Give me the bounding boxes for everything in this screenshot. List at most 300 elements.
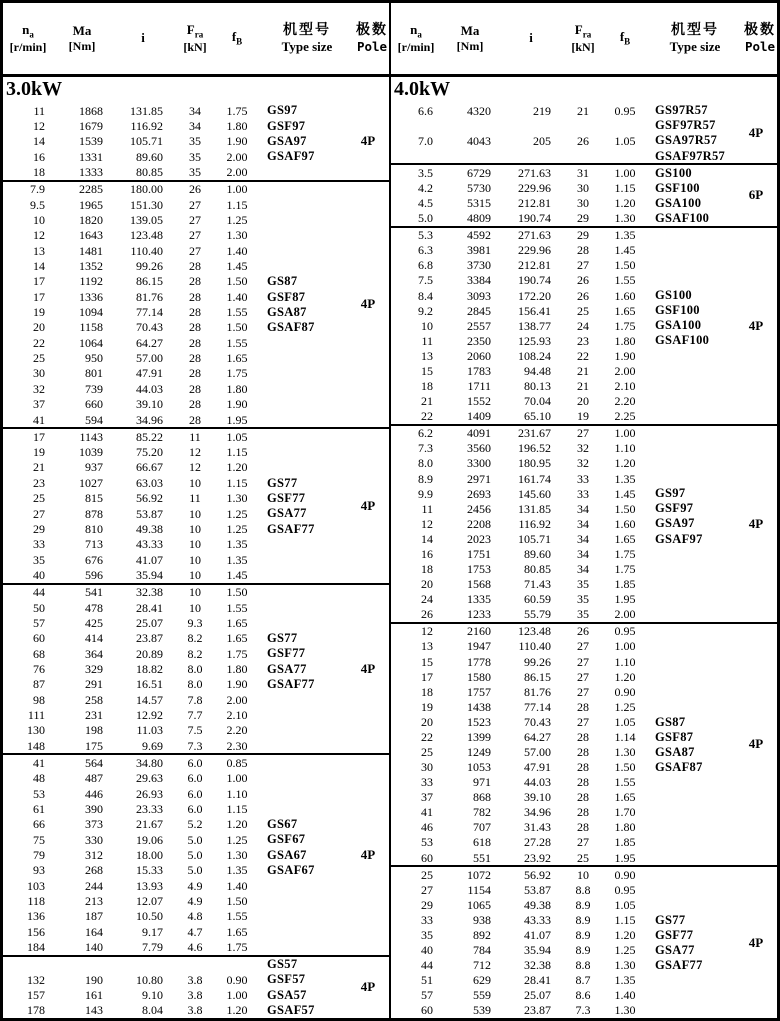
cell-na: 4.2 xyxy=(418,180,433,195)
cell-na: 136 xyxy=(27,909,45,924)
cell-i: 41.07 xyxy=(136,552,163,567)
cell-ma: 1064 xyxy=(79,335,103,350)
cell-na: 19 xyxy=(421,699,433,714)
cell-ma: 2350 xyxy=(467,333,491,348)
table-row xyxy=(391,958,777,973)
cell-na: 7.5 xyxy=(418,273,433,288)
cell-i: 161.74 xyxy=(518,471,551,486)
cell-fb: 1.20 xyxy=(226,1003,248,1018)
table-row xyxy=(3,755,389,770)
cell-fb: 1.35 xyxy=(614,973,636,988)
cell-i: 180.95 xyxy=(518,456,551,471)
cell-fra: 28 xyxy=(577,775,589,790)
cell-fra: 33 xyxy=(577,471,589,486)
cell-fra: 8.8 xyxy=(575,882,591,897)
cell-fb: 1.55 xyxy=(226,335,248,350)
cell-na: 16 xyxy=(33,149,45,164)
cell-ma: 1868 xyxy=(79,103,103,118)
cell-i: 139.05 xyxy=(130,213,163,228)
cell-i: 271.63 xyxy=(518,228,551,243)
table-row xyxy=(391,273,777,288)
cell-na: 30 xyxy=(421,760,433,775)
cell-na: 35 xyxy=(421,927,433,942)
cell-i: 43.33 xyxy=(136,537,163,552)
cell-na: 98 xyxy=(33,692,45,707)
table-row xyxy=(3,258,389,273)
cell-na: 25 xyxy=(421,867,433,882)
cell-i: 39.10 xyxy=(136,397,163,412)
cell-ma: 1065 xyxy=(467,897,491,912)
table-row xyxy=(391,639,777,654)
cell-i: 31.43 xyxy=(524,820,551,835)
column-header-na: $n_a$ [r/min] xyxy=(397,21,435,55)
cell-ma: 6729 xyxy=(467,165,491,180)
cell-i: 28.41 xyxy=(524,973,551,988)
cell-fra: 29 xyxy=(577,211,589,226)
cell-type: GSA97 xyxy=(655,516,695,531)
cell-na: 9.2 xyxy=(418,303,433,318)
cell-fb: 1.65 xyxy=(614,790,636,805)
cell-fb: 1.05 xyxy=(614,714,636,729)
cell-fra: 28 xyxy=(577,744,589,759)
table-row xyxy=(391,699,777,714)
cell-na: 17 xyxy=(421,669,433,684)
cell-fra: 34 xyxy=(577,561,589,576)
cell-fra: 26 xyxy=(577,624,589,639)
cell-i: 105.71 xyxy=(518,531,551,546)
cell-ma: 5315 xyxy=(467,196,491,211)
cell-ma: 2285 xyxy=(79,182,103,197)
cell-type: GSF100 xyxy=(655,180,700,195)
cell-fb: 1.65 xyxy=(614,531,636,546)
cell-fb: 1.25 xyxy=(226,521,248,536)
table-row xyxy=(391,943,777,958)
cell-fb: 1.65 xyxy=(226,631,248,646)
cell-type: GSAF87 xyxy=(655,759,703,774)
spec-block xyxy=(391,424,777,622)
cell-i: 57.00 xyxy=(136,351,163,366)
cell-na: 132 xyxy=(27,972,45,987)
cell-i: 145.60 xyxy=(518,486,551,501)
cell-na: 17 xyxy=(33,289,45,304)
cell-ma: 712 xyxy=(473,958,491,973)
cell-na: 8.0 xyxy=(418,456,433,471)
column-header-fb: $f_B$ xyxy=(619,29,631,47)
cell-i: 55.79 xyxy=(524,607,551,622)
cell-i: 271.63 xyxy=(518,165,551,180)
cell-type: GSAF100 xyxy=(655,333,710,348)
cell-i: 13.93 xyxy=(136,878,163,893)
table-row xyxy=(391,577,777,592)
cell-fra: 35 xyxy=(189,149,201,164)
cell-fra: 30 xyxy=(577,180,589,195)
cell-type: GS100 xyxy=(655,165,692,180)
cell-i: 110.40 xyxy=(518,639,551,654)
cell-na: 51 xyxy=(421,973,433,988)
table-row xyxy=(3,366,389,381)
cell-ma: 801 xyxy=(85,366,103,381)
cell-type: GSA87 xyxy=(655,744,695,759)
cell-fb: 1.40 xyxy=(614,988,636,1003)
pole-value: 4P xyxy=(360,296,376,312)
cell-na: 25 xyxy=(33,351,45,366)
cell-i: 70.43 xyxy=(524,714,551,729)
cell-type: GSA77 xyxy=(267,506,307,521)
cell-ma: 629 xyxy=(473,973,491,988)
spec-block xyxy=(391,622,777,865)
cell-type: GSA77 xyxy=(267,661,307,676)
table-row xyxy=(391,744,777,759)
cell-ma: 231 xyxy=(85,707,103,722)
cell-ma: 660 xyxy=(85,397,103,412)
cell-fb: 1.80 xyxy=(226,661,248,676)
cell-ma: 312 xyxy=(85,847,103,862)
table-row xyxy=(3,429,389,444)
pole-value: 4P xyxy=(748,736,764,752)
cell-i: 180.00 xyxy=(130,182,163,197)
table-row xyxy=(3,924,389,939)
cell-ma: 330 xyxy=(85,832,103,847)
cell-ma: 5730 xyxy=(467,180,491,195)
cell-na: 13 xyxy=(33,243,45,258)
cell-ma: 3093 xyxy=(467,288,491,303)
cell-fb: 1.20 xyxy=(614,927,636,942)
cell-fra: 27 xyxy=(189,243,201,258)
table-header xyxy=(391,3,777,77)
cell-na: 35 xyxy=(33,552,45,567)
cell-fb: 1.65 xyxy=(614,303,636,318)
cell-fra: 35 xyxy=(189,134,201,149)
table-row xyxy=(3,228,389,243)
cell-fra: 8.9 xyxy=(575,912,591,927)
cell-ma: 4809 xyxy=(467,211,491,226)
cell-ma: 1783 xyxy=(467,363,491,378)
cell-na: 17 xyxy=(33,274,45,289)
cell-na: 68 xyxy=(33,646,45,661)
cell-i: 94.48 xyxy=(524,363,551,378)
table-row xyxy=(3,585,389,600)
cell-fb: 1.90 xyxy=(226,677,248,692)
cell-na: 57 xyxy=(421,988,433,1003)
cell-i: 20.89 xyxy=(136,646,163,661)
cell-i: 53.87 xyxy=(524,882,551,897)
cell-fra: 6.0 xyxy=(187,755,203,770)
cell-fb: 2.10 xyxy=(226,707,248,722)
table-row xyxy=(391,912,777,927)
cell-na: 32 xyxy=(33,381,45,396)
table-row xyxy=(3,475,389,490)
table-row xyxy=(391,471,777,486)
table-row xyxy=(3,118,389,133)
cell-ma: 1539 xyxy=(79,134,103,149)
cell-fra: 28 xyxy=(189,351,201,366)
spec-block xyxy=(3,753,389,954)
cell-fra: 12 xyxy=(189,460,201,475)
cell-fb: 1.25 xyxy=(226,506,248,521)
table-row xyxy=(391,441,777,456)
table-row xyxy=(391,897,777,912)
column-header-i: i xyxy=(141,30,145,46)
cell-i: 123.48 xyxy=(518,624,551,639)
cell-i: 14.57 xyxy=(136,692,163,707)
cell-i: 35.94 xyxy=(524,943,551,958)
table-row xyxy=(3,677,389,692)
cell-fb: 1.35 xyxy=(226,863,248,878)
cell-na: 12 xyxy=(421,624,433,639)
cell-fb: 1.85 xyxy=(614,835,636,850)
cell-i: 23.87 xyxy=(136,631,163,646)
pole-value: 4P xyxy=(360,846,376,862)
cell-ma: 1233 xyxy=(467,607,491,622)
cell-i: 35.94 xyxy=(136,567,163,582)
cell-ma: 1757 xyxy=(467,684,491,699)
cell-na: 130 xyxy=(27,723,45,738)
cell-i: 23.92 xyxy=(524,850,551,865)
cell-fb: 1.25 xyxy=(226,213,248,228)
cell-fra: 8.7 xyxy=(575,973,591,988)
cell-fb: 0.95 xyxy=(614,103,636,118)
table-row xyxy=(391,486,777,501)
cell-na: 14 xyxy=(33,134,45,149)
cell-na: 11 xyxy=(33,103,45,118)
table-row xyxy=(391,195,777,210)
cell-i: 151.30 xyxy=(130,197,163,212)
cell-i: 9.10 xyxy=(142,988,163,1002)
cell-fra: 3.8 xyxy=(187,1003,203,1018)
cell-i: 156.41 xyxy=(518,303,551,318)
cell-fb: 1.80 xyxy=(226,119,248,134)
cell-fb: 1.05 xyxy=(614,897,636,912)
cell-na: 103 xyxy=(27,878,45,893)
cell-na: 157 xyxy=(27,988,45,1002)
cell-type: GSAF77 xyxy=(267,521,315,536)
cell-na: 20 xyxy=(421,577,433,592)
cell-na: 11 xyxy=(421,501,433,516)
cell-type: GSF77 xyxy=(655,927,694,942)
cell-ma: 1820 xyxy=(79,213,103,228)
cell-i: 205 xyxy=(533,133,551,148)
cell-i: 18.00 xyxy=(136,847,163,862)
cell-na: 13 xyxy=(421,348,433,363)
cell-na: 8.9 xyxy=(418,471,433,486)
cell-fra: 23 xyxy=(577,333,589,348)
cell-i: 27.28 xyxy=(524,835,551,850)
cell-i: 131.85 xyxy=(130,103,163,118)
cell-na: 5.3 xyxy=(418,228,433,243)
table-row xyxy=(391,426,777,441)
table-row xyxy=(3,103,389,118)
table-row xyxy=(391,654,777,669)
table-row xyxy=(3,957,389,972)
cell-na: 6.8 xyxy=(418,258,433,273)
cell-type: GSF97 xyxy=(655,501,694,516)
table-row xyxy=(391,973,777,988)
cell-ma: 596 xyxy=(85,567,103,582)
cell-ma: 446 xyxy=(85,786,103,801)
cell-i: 29.63 xyxy=(136,771,163,786)
table-row xyxy=(391,409,777,424)
cell-i: 70.43 xyxy=(136,320,163,335)
cell-na: 20 xyxy=(33,320,45,335)
cell-na: 40 xyxy=(421,943,433,958)
table-row xyxy=(391,805,777,820)
cell-ma: 1643 xyxy=(79,228,103,243)
cell-fra: 19 xyxy=(577,409,589,424)
cell-fra: 27 xyxy=(189,197,201,212)
table-row xyxy=(3,738,389,753)
cell-fra: 35 xyxy=(577,592,589,607)
cell-ma: 1481 xyxy=(79,243,103,258)
cell-ma: 551 xyxy=(473,850,491,865)
table-row xyxy=(391,882,777,897)
cell-fb: 1.35 xyxy=(226,537,248,552)
cell-na: 22 xyxy=(421,729,433,744)
cell-fb: 0.90 xyxy=(614,684,636,699)
cell-fra: 28 xyxy=(577,805,589,820)
cell-na: 48 xyxy=(33,771,45,786)
cell-fb: 1.10 xyxy=(614,654,636,669)
cell-na: 7.9 xyxy=(30,182,45,197)
cell-ma: 3730 xyxy=(467,258,491,273)
cell-fb: 1.80 xyxy=(614,820,636,835)
cell-na: 14 xyxy=(421,531,433,546)
cell-i: 105.71 xyxy=(130,134,163,149)
cell-fra: 27 xyxy=(189,213,201,228)
table-row xyxy=(391,516,777,531)
cell-na: 11 xyxy=(421,333,433,348)
cell-type: GS97 xyxy=(655,486,686,501)
cell-na: 7.0 xyxy=(418,133,433,148)
pole-value: 4P xyxy=(748,934,764,950)
spec-block xyxy=(3,955,389,1018)
table-row xyxy=(391,988,777,1003)
cell-fb: 2.20 xyxy=(614,394,636,409)
cell-ma: 187 xyxy=(85,909,103,924)
table-row xyxy=(391,363,777,378)
table-row xyxy=(391,348,777,363)
cell-fb: 1.15 xyxy=(226,801,248,816)
cell-na: 41 xyxy=(33,755,45,770)
cell-i: 12.07 xyxy=(136,894,163,908)
table-row xyxy=(391,103,777,118)
cell-ma: 1158 xyxy=(79,320,103,335)
table-row xyxy=(3,723,389,738)
spec-half-4kw xyxy=(389,3,777,1018)
table-row xyxy=(3,878,389,893)
cell-type: GSA100 xyxy=(655,318,702,333)
column-header-type-size: 机型号 Type size xyxy=(669,22,721,55)
table-row xyxy=(391,546,777,561)
cell-i: 21.67 xyxy=(136,817,163,832)
pole-value: 6P xyxy=(748,187,764,203)
cell-na: 111 xyxy=(27,707,45,722)
cell-type: GSA57 xyxy=(267,987,307,1002)
cell-na: 12 xyxy=(33,228,45,243)
cell-i: 39.10 xyxy=(524,790,551,805)
cell-fra: 8.0 xyxy=(187,661,203,676)
cell-i: 15.33 xyxy=(136,863,163,878)
cell-ma: 1331 xyxy=(79,149,103,164)
cell-fra: 8.2 xyxy=(187,631,203,646)
cell-i: 116.92 xyxy=(518,516,551,531)
table-row xyxy=(391,669,777,684)
cell-fb: 2.00 xyxy=(226,149,248,164)
cell-i: 49.38 xyxy=(136,521,163,536)
table-row xyxy=(391,684,777,699)
cell-na: 23 xyxy=(33,475,45,490)
cell-ma: 541 xyxy=(85,585,103,600)
cell-fra: 21 xyxy=(577,363,589,378)
cell-fb: 1.50 xyxy=(614,760,636,775)
table-row xyxy=(3,490,389,505)
cell-ma: 937 xyxy=(85,460,103,475)
table-row xyxy=(391,1003,777,1018)
cell-ma: 1778 xyxy=(467,654,491,669)
cell-ma: 1027 xyxy=(79,475,103,490)
cell-fb: 1.80 xyxy=(614,333,636,348)
cell-ma: 559 xyxy=(473,988,491,1003)
cell-na: 60 xyxy=(421,850,433,865)
cell-ma: 950 xyxy=(85,351,103,366)
table-row xyxy=(391,561,777,576)
table-row xyxy=(3,661,389,676)
cell-type: GS100 xyxy=(655,288,692,303)
cell-fra: 7.3 xyxy=(575,1003,591,1018)
cell-fb: 1.75 xyxy=(226,103,248,118)
cell-fb: 1.90 xyxy=(226,397,248,412)
cell-fra: 31 xyxy=(577,165,589,180)
cell-ma: 143 xyxy=(85,1003,103,1018)
cell-na: 18 xyxy=(421,561,433,576)
cell-fra: 34 xyxy=(577,546,589,561)
table-row xyxy=(391,790,777,805)
cell-fb: 2.00 xyxy=(226,165,248,180)
cell-ma: 3300 xyxy=(467,456,491,471)
cell-ma: 676 xyxy=(85,552,103,567)
table-row xyxy=(391,148,777,163)
cell-fra: 29 xyxy=(577,228,589,243)
cell-i: 49.38 xyxy=(524,897,551,912)
cell-fb: 1.50 xyxy=(226,274,248,289)
table-row xyxy=(391,180,777,195)
cell-fra: 7.3 xyxy=(187,738,203,753)
table-row xyxy=(3,817,389,832)
cell-type: GSF67 xyxy=(267,832,306,847)
cell-ma: 390 xyxy=(85,801,103,816)
cell-fb: 2.25 xyxy=(614,409,636,424)
cell-fra: 6.0 xyxy=(187,801,203,816)
cell-ma: 1249 xyxy=(467,744,491,759)
cell-ma: 782 xyxy=(473,805,491,820)
cell-i: 71.43 xyxy=(524,577,551,592)
cell-fb: 1.70 xyxy=(614,805,636,820)
cell-i: 34.80 xyxy=(136,755,163,770)
cell-ma: 1438 xyxy=(467,699,491,714)
cell-na: 18 xyxy=(421,684,433,699)
cell-ma: 2023 xyxy=(467,531,491,546)
cell-na: 148 xyxy=(27,738,45,753)
cell-na: 33 xyxy=(421,912,433,927)
cell-fra: 27 xyxy=(577,639,589,654)
cell-fra: 27 xyxy=(577,426,589,441)
cell-fb: 1.00 xyxy=(614,426,636,441)
cell-na: 29 xyxy=(421,897,433,912)
cell-na: 75 xyxy=(33,832,45,847)
cell-ma: 1679 xyxy=(79,119,103,134)
cell-type: GS87 xyxy=(655,714,686,729)
cell-i: 172.20 xyxy=(518,288,551,303)
cell-i: 131.85 xyxy=(518,501,551,516)
